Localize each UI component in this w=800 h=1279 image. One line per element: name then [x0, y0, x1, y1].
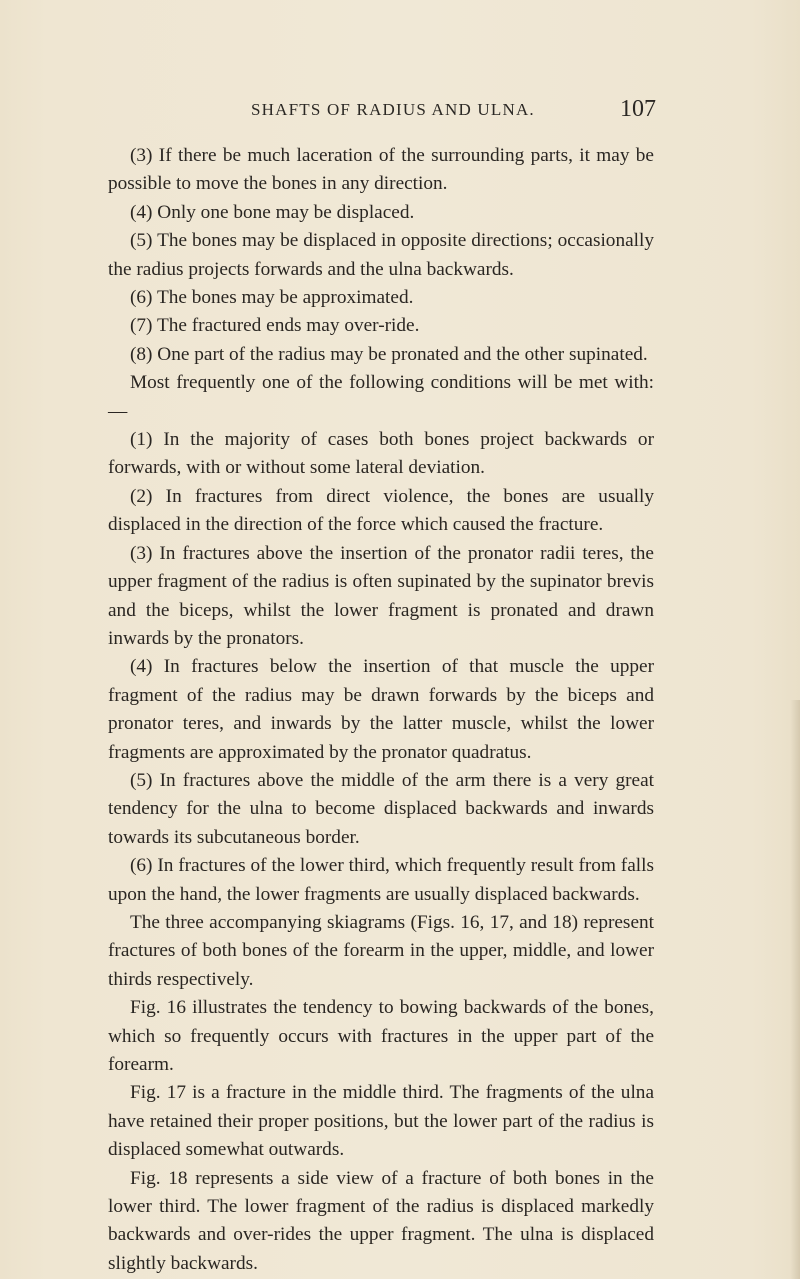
paragraph: The three accompanying skiagrams (Figs. 16, 17, and 18) represent fractures of both bones of the forearm in the upper, middle, and lower thirds respectively.: [108, 911, 654, 990]
page-header: [108, 96, 656, 126]
page-edge-shadow: [790, 700, 800, 1279]
paragraph: (7) The fractured ends may over-ride.: [130, 315, 420, 337]
paragraph: (3) In fractures above the insertion of the pronator radii teres, the upper fragment of the radius is often supinated by the supinator brevis and the biceps, whilst the lower fragment is pronated and drawn inwards by the pronators.: [108, 542, 654, 649]
paragraph: (3) If there be much laceration of the surrounding parts, it may be possible to move the bones in any direction.: [108, 145, 654, 195]
paragraph: (5) The bones may be displaced in opposite directions; occasionally the radius projects forwards and the ulna backwards.: [108, 230, 654, 280]
paragraph: Fig. 18 represents a side view of a fracture of both bones in the lower third. The lower fragment of the radius is displaced markedly backwards and over-rides the upper fragment. The ulna is displaced slightly backwards.: [108, 1167, 654, 1274]
paragraph: (8) One part of the radius may be pronated and the other supinated.: [130, 343, 648, 365]
paragraph: (1) In the majority of cases both bones project backwards or forwards, with or without some lateral deviation.: [108, 429, 654, 479]
page-number: 107: [620, 96, 656, 122]
paragraph: (6) The bones may be approximated.: [130, 287, 414, 309]
paragraph: Most frequently one of the following conditions will be met with:—: [108, 372, 654, 422]
paragraph: Fig. 16 illustrates the tendency to bowing backwards of the bones, which so frequently occurs with fractures in the upper part of the forearm.: [108, 997, 654, 1075]
body-text: [108, 142, 654, 1278]
paragraph: Fig. 17 is a fracture in the middle third. The fragments of the ulna have retained their proper positions, but the lower part of the radius is displaced somewhat outwards.: [108, 1082, 654, 1161]
running-head: SHAFTS OF RADIUS AND ULNA.: [251, 100, 535, 119]
paragraph: (2) In fractures from direct violence, the bones are usually displaced in the direction of the force which caused the fracture.: [108, 485, 654, 536]
paragraph: (4) Only one bone may be displaced.: [130, 201, 415, 223]
paragraph: (5) In fractures above the middle of the arm there is a very great tendency for the ulna to become displaced backwards and inwards towards its subcutaneous border.: [108, 769, 654, 848]
paragraph: (4) In fractures below the insertion of that muscle the upper fragment of the radius may be drawn forwards by the biceps and pronator teres, and inwards by the latter muscle, whilst the lower fragments are approximated by the pronator quadratus.: [108, 656, 654, 763]
paragraph: (6) In fractures of the lower third, which frequently result from falls upon the hand, the lower fragments are usually displaced backwards.: [108, 855, 654, 905]
